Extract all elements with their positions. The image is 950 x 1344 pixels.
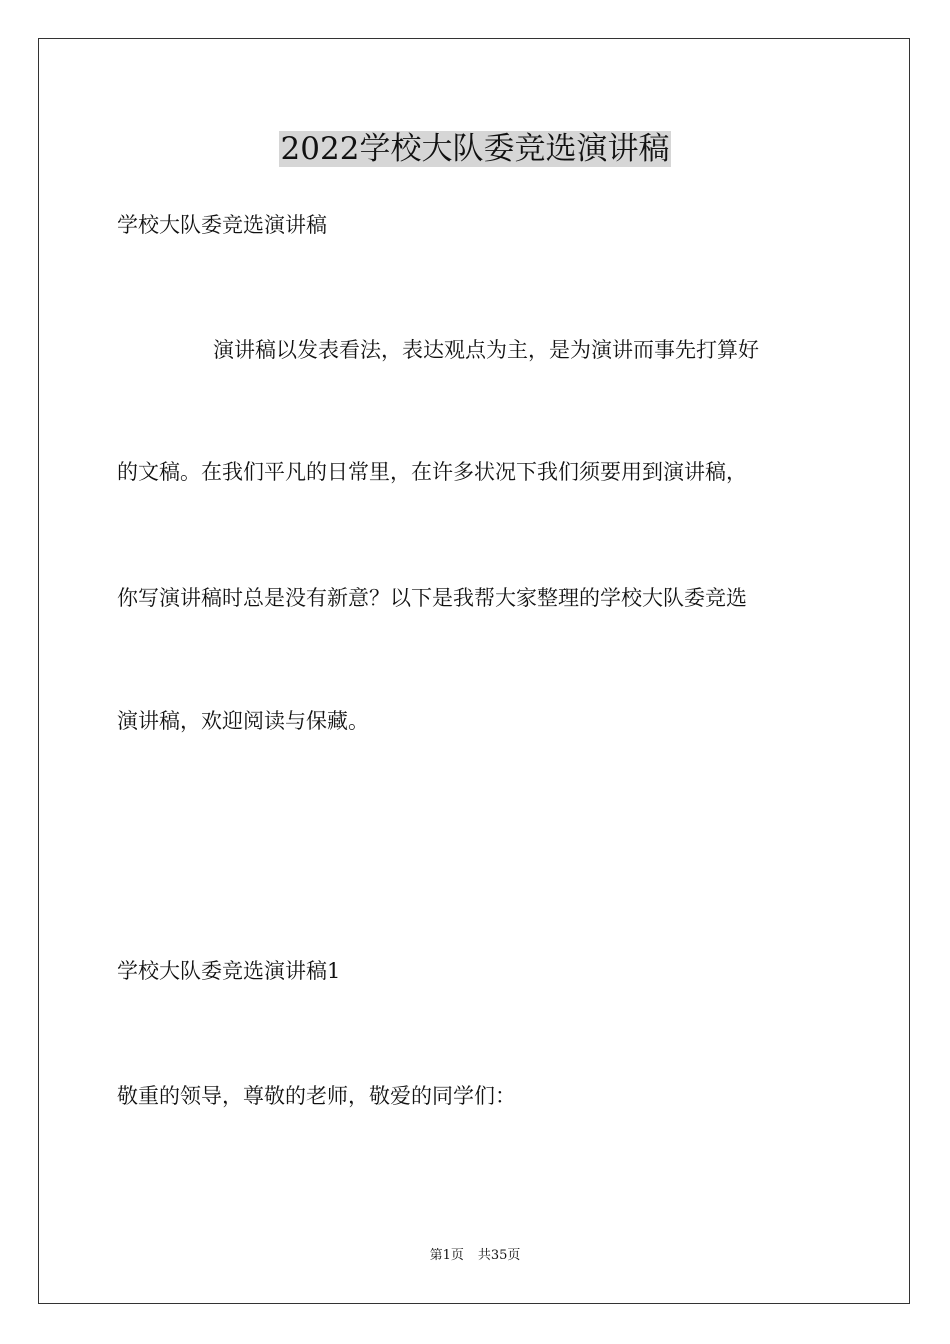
page-number: 第1页 [429, 1248, 464, 1263]
document-subtitle: 学校大队委竞选演讲稿 [117, 213, 327, 237]
intro-line-3: 你写演讲稿时总是没有新意？以下是我帮大家整理的学校大队委竞选 [117, 586, 747, 610]
document-title-text: 2022学校大队委竞选演讲稿 [280, 131, 670, 167]
page-footer [0, 1247, 950, 1265]
intro-line-1: 演讲稿以发表看法，表达观点为主，是为演讲而事先打算好 [213, 338, 759, 362]
intro-line-2: 的文稿。在我们平凡的日常里，在许多状况下我们须要用到演讲稿， [117, 460, 747, 484]
salutation: 敬重的领导，尊敬的老师，敬爱的同学们： [117, 1084, 516, 1108]
section-heading: 学校大队委竞选演讲稿1 [117, 959, 341, 983]
page-total: 共35页 [477, 1248, 521, 1263]
intro-line-4: 演讲稿，欢迎阅读与保藏。 [117, 709, 369, 733]
document-title [0, 128, 950, 170]
